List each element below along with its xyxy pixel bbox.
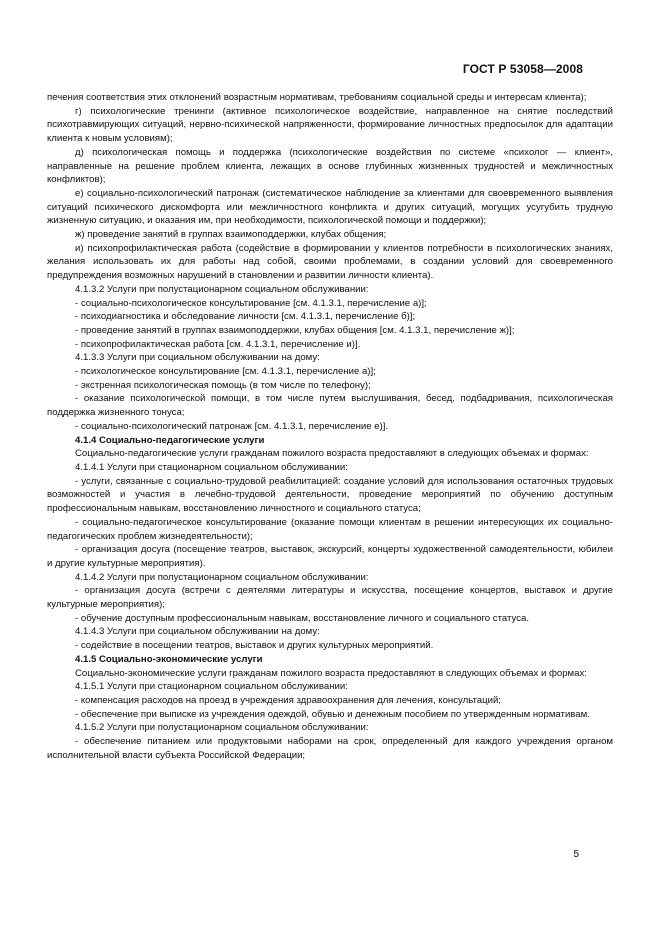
paragraph: - оказание психологической помощи, в том числе путем выслушивания, бесед, подбадривания, психологическая поддержка жизненного тонуса; [47,393,613,419]
paragraph: - психопрофилактическая работа [см. 4.1.3.1, перечисление и)]. [75,338,361,350]
paragraph: - психодиагностика и обследование личности [см. 4.1.3.1, перечисление б)]; [75,311,416,323]
paragraph: печения соответствия этих отклонений возрастным нормативам, требованиям социальной среды и интересам клиента); [47,92,587,103]
section-heading: 4.1.5 Социально-экономические услуги [75,653,263,665]
paragraph: - социально-педагогическое консультирование (оказание помощи клиентам в решении интересующих их социально-педагогических проблем жизнедеятельности); [47,516,613,542]
paragraph: Социально-экономические услуги гражданам пожилого возраста предоставляют в следующих объемах и формах: [75,667,587,679]
paragraph: - обеспечение при выписке из учреждения одеждой, обувью и денежным пособием по утвержденным нормативам. [75,708,590,720]
paragraph: - социально-психологическое консультирование [см. 4.1.3.1, перечисление а)]; [75,297,427,309]
paragraph: 4.1.5.2 Услуги при полустационарном социальном обслуживании: [75,722,369,734]
paragraph: г) психологические тренинги (активное психологическое воздействие, направленное на снятие последствий психотравмирующих ситуаций, нервно-психической напряженности, формирование личностных предпосылок для адаптации клиента к новым условиям); [47,105,613,145]
paragraph: - социально-психологический патронаж [см. 4.1.3.1, перечисление е)]. [75,420,389,432]
section-heading: 4.1.4 Социально-педагогические услуги [75,434,265,446]
paragraph: д) психологическая помощь и поддержка (психологические воздействия по системе «психолог — клиент», направленные на решение проблем клиента, лежащих в основе глубинных жизненных трудностей и межличностных конфликтов); [47,146,613,186]
paragraph: - услуги, связанные с социально-трудовой реабилитацией: создание условий для использования остаточных трудовых возможностей и участия в лечебно-трудовой деятельности, проведение мероприятий по обучению доступным профессиональным навыкам, восстановлению личностного и социального статуса; [47,475,613,515]
paragraph: 4.1.4.3 Услуги при социальном обслуживании на дому: [75,626,320,638]
paragraph: е) социально-психологический патронаж (систематическое наблюдение за клиентами для своевременного выявления ситуаций психического дискомфорта или межличностного конфликта и других ситуаций, могущих усугубить трудную жизненную ситуацию, и оказания им, при необходимости, психологической помощи и поддержки); [47,187,613,227]
paragraph: - содействие в посещении театров, выставок и других культурных мероприятий. [75,640,434,652]
document-body [47,91,613,762]
paragraph: и) психопрофилактическая работа (содействие в формировании у клиентов потребности в психологических знаниях, желания использовать их для работы над собой, своими проблемами, в создании условий для своевременного предупреждения возможных нарушений в становлении и развитии личности клиента). [47,242,613,282]
paragraph: 4.1.4.1 Услуги при стационарном социальном обслуживании: [75,461,348,473]
paragraph: - экстренная психологическая помощь (в том числе по телефону); [75,379,371,391]
paragraph: - обучение доступным профессиональным навыкам, восстановление личного и социального статуса. [75,612,530,624]
paragraph: 4.1.3.2 Услуги при полустационарном социальном обслуживании: [75,283,369,295]
paragraph: - проведение занятий в группах взаимоподдержки, клубах общения [см. 4.1.3.1, перечисление ж)]; [75,324,515,336]
paragraph: 4.1.3.3 Услуги при социальном обслуживании на дому: [75,352,320,364]
document-standard-number: ГОСТ Р 53058—2008 [462,62,583,76]
page-number: 5 [573,849,579,860]
paragraph: - обеспечение питанием или продуктовыми наборами на срок, определенный для каждого учреждения органом исполнительной власти субъекта Российской Федерации; [47,736,613,761]
paragraph: 4.1.4.2 Услуги при полустационарном социальном обслуживании: [75,571,369,583]
paragraph: - организация досуга (встречи с деятелями литературы и искусства, посещение концертов, выставок и другие культурные мероприятия); [47,585,613,611]
paragraph: Социально-педагогические услуги гражданам пожилого возраста предоставляют в следующих объемах и формах: [75,448,589,460]
paragraph: ж) проведение занятий в группах взаимоподдержки, клубах общения; [75,229,387,241]
paragraph: 4.1.5.1 Услуги при стационарном социальном обслуживании: [75,681,348,693]
paragraph: - психологическое консультирование [см. 4.1.3.1, перечисление а)]; [75,366,376,378]
paragraph: - организация досуга (посещение театров, выставок, экскурсий, концерты художественной самодеятельности, юбилеи и другие культурные мероприятия). [47,544,613,569]
paragraph: - компенсация расходов на проезд в учреждения здравоохранения для лечения, консультаций; [75,694,501,706]
